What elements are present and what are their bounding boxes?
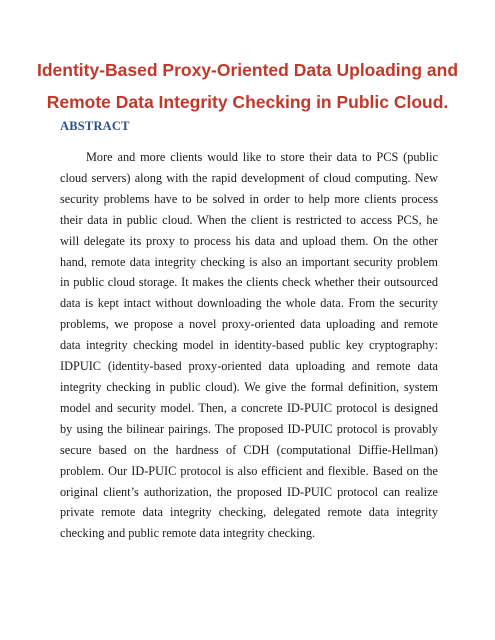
abstract-text: More and more clients would like to store their data to PCS (public cloud servers) along with the rapid development of cloud computing. New security problems have to be solved in order to help more clients process their data in public cloud. When the client is restricted to access PCS, he will delegate its proxy to process his data and upload them. On the other hand, remote data integrity checking is also an important security problem in public cloud storage. It makes the clients check whether their outsourced data is kept intact without downloading the whole data. From the security problems, we propose a novel proxy-oriented data uploading and remote data integrity checking model in identity-based public key cryptography: IDPUIC (identity-based proxy-oriented data uploading and remote data integrity checking in public cloud). We give the formal definition, system model and security model. Then, a concrete ID-PUIC protocol is designed by using the bilinear pairings. The proposed ID-PUIC protocol is provably secure based on the hardness of CDH (computational Diffie-Hellman) problem. Our ID-PUIC protocol is also efficient and flexible. Based on the original client’s authorization, the proposed ID-PUIC protocol can realize private remote data integrity checking, delegated remote data integrity checking and public remote data integrity checking. [60,150,438,541]
paper-title: Identity-Based Proxy-Oriented Data Uploading and Remote Data Integrity Checking in Public Cloud. [36,60,459,112]
abstract-heading: ABSTRACT [60,119,130,133]
